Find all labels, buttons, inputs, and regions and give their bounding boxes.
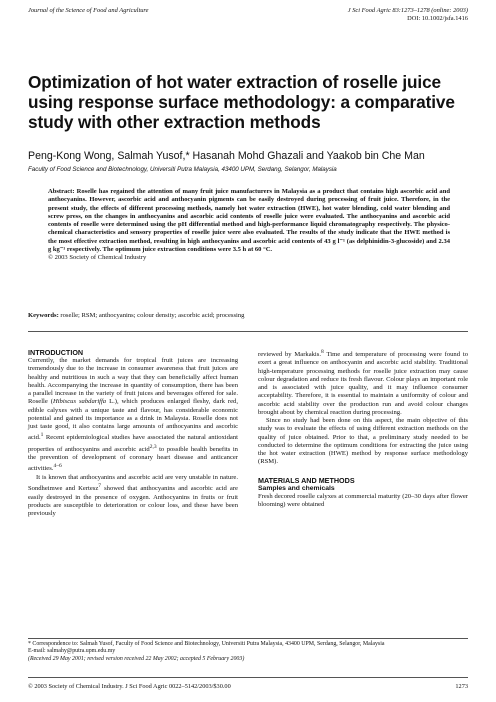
abstract-copyright: © 2003 Society of Chemical Industry: [48, 254, 147, 262]
footer-divider: [28, 677, 468, 678]
email: E-mail: salmahy@putra.upm.edu.my: [28, 648, 116, 655]
citation: J Sci Food Agric 83:1273–1278 (online: 2003): [347, 7, 468, 14]
author-list: Peng-Kong Wong, Salmah Yusof,* Hasanah Mohd Ghazali and Yaakob bin Che Man: [28, 150, 425, 162]
received-dates: (Received 29 May 2001; revised version received 22 May 2002; accepted 5 February 2003): [28, 655, 245, 662]
footnote: [28, 641, 468, 663]
species-name: Hibiscus sabdariffa: [52, 398, 107, 406]
article-title: Optimization of hot water extraction of roselle juice using response surface methodology: a comparative study with other extraction methods: [28, 72, 455, 132]
footer-copyright: © 2003 Society of Chemical Industry. J Sci Food Agric 0022–5142/2003/$30.00: [28, 683, 231, 690]
page-number: 1273: [455, 683, 468, 690]
intro-paragraph-2: It is known that anthocyanins and ascorbic acid are very unstable in nature. Sondheimwe and Kertesz$^7$ showed that anthocyanins and ascorbic acid are easily destroyed in the presence of oxygen. Anthocyanins in fruits or fruit products are susceptible to deterioration or colour loss, and these have been previously: [28, 473, 238, 517]
keywords-text: roselle; RSM; anthocyanins; colour density; ascorbic acid; processing: [58, 312, 245, 319]
section-heading-methods: MATERIALS AND METHODS: [258, 475, 355, 485]
intro-paragraph-2-cont: reviewed by Markakis.$^8$ Time and temperature of processing were found to exert a great influence on anthocyanin and ascorbic acid stability. Traditional high-temperature processing methods for roselle juice extraction may cause colour degradation and reduce its fresh flavour. Colour plays an important role and is associated with juice quality, and it may influence consumer acceptability. Therefore, it is essential to maintain a uniformity of colour and ascorbic acid stability over the production run and avoid colour changes brought about by chemical reaction during processing.: [258, 349, 468, 416]
keywords-label: Keywords:: [28, 312, 59, 319]
divider: [28, 331, 468, 332]
footnote-divider: [28, 638, 468, 639]
running-header-journal: Journal of the Science of Food and Agriculture: [28, 7, 149, 14]
keywords: [28, 312, 468, 320]
left-column: [28, 348, 238, 518]
section-heading-introduction: INTRODUCTION: [28, 348, 84, 357]
page-footer: [28, 683, 468, 691]
methods-paragraph-1: Fresh decored roselle calyxes at commercial maturity (20–30 days after flower blooming) were obtained: [258, 493, 468, 509]
right-column: [258, 348, 468, 510]
affiliation: Faculty of Food Science and Biotechnology, Universiti Putra Malaysia, 43400 UPM, Serdang, Selangor, Malaysia: [28, 166, 337, 173]
correspondence: * Correspondence to: Salmah Yusof, Faculty of Food Science and Biotechnology, Universiti Putra Malaysia, 43400 UPM, Serdang, Selangor, Malaysia: [28, 641, 385, 647]
abstract-text: Abstract: Roselle has regained the attention of many fruit juice manufacturers in Malaysia as a product that contains high ascorbic acid and anthocyanins. However, ascorbic acid and anthocyanin pigments can be easily destroyed during processing of fruit juice. Therefore, in the present study, the effects of different processing methods, namely hot water extraction (HWE), hot water blending, cold water blending and screw press, on the changes in anthocyanins and ascorbic acid contents of roselle juice were evaluated. The anthocyanins and ascorbic acid contents of roselle were determined using the pH differential method and high-performance liquid chromatography respectively. The physico-chemical characteristics and sensory properties of roselle juice were also evaluated. The results of the study indicate that the HWE method is the most effective extraction method, resulting in high anthocyanins and ascorbic acid contents of 43 g l⁻¹ (as delphinidin-3-glucoside) and 2.34 g kg⁻¹ respectively. The optimum juice extraction conditions were 3.5 h at 60 °C.: [48, 188, 450, 254]
abstract: [48, 188, 450, 263]
doi: DOI: 10.1002/jsfa.1416: [407, 15, 468, 22]
running-header-citation: [348, 7, 468, 23]
intro-paragraph-3: Since no study had been done on this aspect, the main objective of this study was to evaluate the effects of using different extraction methods on the quality of juice obtained. Prior to that, a preliminary study needed to be conducted to determine the optimum conditions for extracting the juice using the hot water extraction (HWE) method by response surface methodology (RSM).: [258, 417, 468, 466]
subsection-heading-samples: Samples and chemicals: [258, 484, 335, 492]
intro-paragraph-1: Currently, the market demands for tropical fruit juices are increasing tremendously due to the increase in consumer awareness that fruit juices are healthy and nutritious in such a way that they can beneficially affect human health. Accompanying the increase in quantity of consumption, there has been a parallel increase in the variety of fruit juices and beverages offered for sale. Roselle (Hibiscus sabdariffa L.), which produces enlarged fleshy, dark red, edible calyxes with a unique taste and flavour, has considerable economic potential and gained its importance as a drink in Malaysia. Roselle does not just taste good, it also contains large amounts of anthocyanins and ascorbic acid.$^1$ Recent epidemiological studies have associated the natural antioxidant properties of anthocyanins and ascorbic acid$^{2,3}$ to possible health benefits in the prevention of development of coronary heart disease and anticancer activities.$^{4-6}$: [28, 357, 238, 473]
